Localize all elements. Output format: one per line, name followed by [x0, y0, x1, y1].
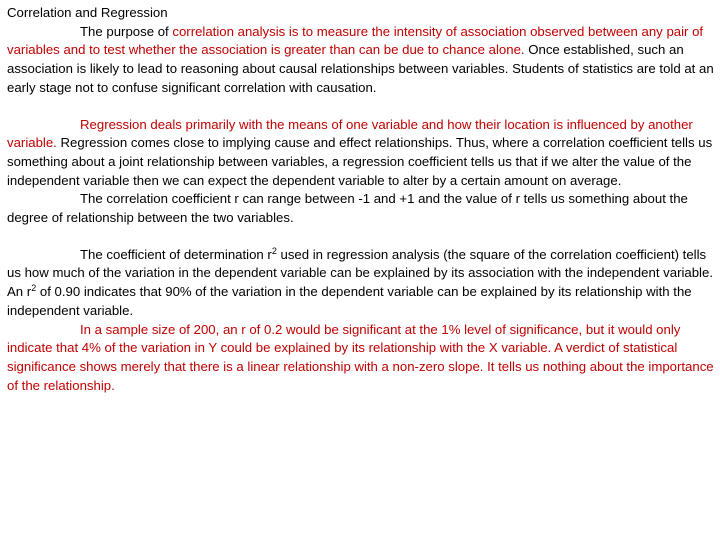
- paragraph-gap: [7, 98, 715, 116]
- p4-text-c: of 0.90 indicates that 90% of the variation in the dependent variable can be explained by its relationship with the independent variable.: [7, 284, 692, 318]
- p1-highlighted-text: correlation analysis is to measure the intensity of association observed between any pair of variables and to test whether the association is greater than can be due to chance alone.: [7, 23, 704, 58]
- p4-superscript-1: 2: [271, 245, 277, 256]
- paragraph-regression: [7, 116, 715, 191]
- paragraph-gap: [7, 228, 715, 246]
- p4-text-b: used in regression analysis (the square of the correlation coefficient) tells us how much of the variation in the dependent variable can be explained by its association with the independent variable. An r: [7, 246, 713, 300]
- p1-lead-text: The purpose of: [80, 23, 173, 39]
- p3-text: The correlation coefficient r can range between -1 and +1 and the value of r tells us something about the degree of relationship between the two variables.: [7, 191, 688, 226]
- document-title: Correlation and Regression: [7, 5, 168, 20]
- p2-highlighted-text: Regression deals primarily with the means of one variable and how their location is influenced by another variable.: [7, 116, 693, 151]
- paragraph-correlation-purpose: [7, 23, 715, 98]
- paragraph-significance: [7, 321, 715, 396]
- p4-text-a: The coefficient of determination r: [80, 246, 272, 262]
- paragraph-determination: [7, 246, 715, 321]
- p5-text: In a sample size of 200, an r of 0.2 would be significant at the 1% level of significance, but it would only indicate that 4% of the variation in Y could be explained by its relationship with the X variable. A verdict of statistical significance shows merely that there is a linear relationship with a non-zero slope. It tells us nothing about the importance of the relationship.: [7, 321, 714, 393]
- p4-superscript-2: 2: [31, 283, 37, 294]
- document-page: [7, 4, 715, 395]
- p1-rest-text: Once established, such an association is likely to lead to reasoning about causal relationships between variables. Students of statistics are told at an early stage not to confuse significant correlation with causation.: [7, 42, 714, 95]
- p2-rest-text: Regression comes close to implying cause and effect relationships. Thus, where a correlation coefficient tells us something about a joint relationship between variables, a regression coefficient tells us that if we alter the value of the independent variable then we can expect the dependent variable to alter by a certain amount on average.: [7, 135, 713, 188]
- paragraph-correlation-range: [7, 190, 715, 227]
